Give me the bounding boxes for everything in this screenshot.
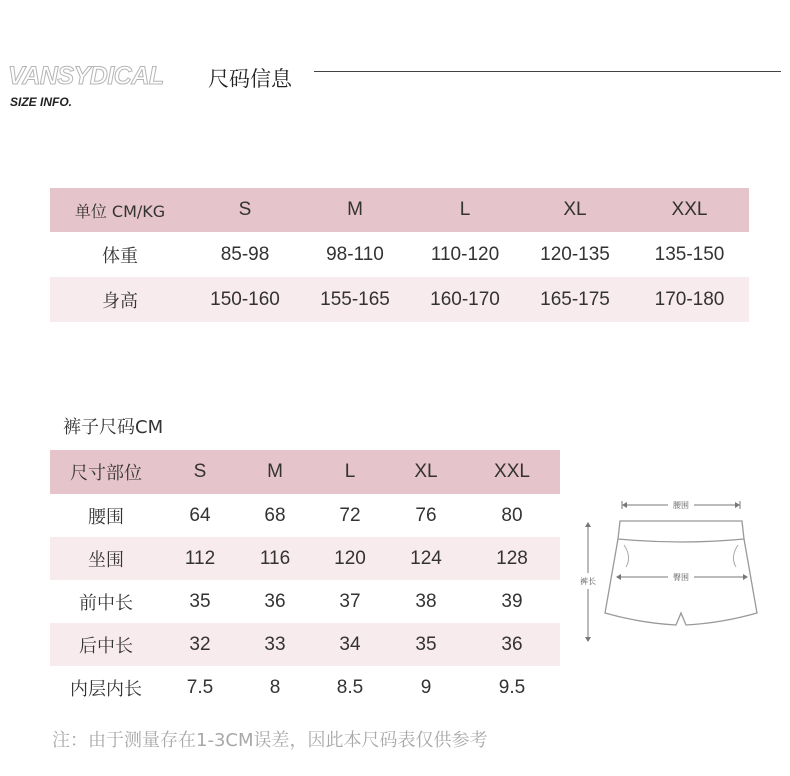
arrow-head-icon [585,522,591,527]
header-cell: M [267,461,283,482]
row-label: 腰围 [88,506,124,528]
table-row [50,666,560,709]
pants-size-table [50,450,560,709]
table-cell: 72 [339,504,361,526]
row-label: 内层内长 [70,678,142,700]
header-cell: XL [563,199,587,220]
table-row [50,494,560,537]
arrow-head-icon [735,502,740,508]
table-cell: 155-165 [320,288,390,310]
table-cell: 128 [496,547,528,569]
table-cell: 110-120 [430,243,500,265]
page-header [8,60,783,110]
table-cell: 170-180 [654,288,725,310]
shorts-diagram [570,495,780,655]
shorts-waistband [618,521,744,542]
table-cell: 165-175 [540,288,610,310]
header-cell: XXL [494,461,530,482]
header-cell: XL [414,461,438,482]
table-cell: 120 [334,547,366,569]
row-label: 前中长 [79,592,133,614]
table-cell: 150-160 [210,288,280,310]
table-cell: 64 [189,504,211,526]
table-cell: 8.5 [336,676,364,698]
header-cell: S [193,461,207,482]
brand-logo: VANSYDICAL [8,62,164,90]
row-label: 坐围 [88,549,124,571]
table-cell: 80 [501,504,523,526]
table-cell: 8 [269,676,281,698]
table-header-row [50,188,749,232]
table-cell: 7.5 [186,676,214,698]
title-divider [314,71,781,72]
table-cell: 35 [189,590,211,612]
length-label: 裤长 [580,577,596,586]
arrow-head-icon [585,637,591,642]
table-cell: 36 [501,633,523,655]
right-pocket [733,545,738,567]
table-cell: 85-98 [220,243,270,265]
header-cell: XXL [671,199,708,220]
table-cell: 9 [420,676,432,698]
arrow-head-icon [743,574,748,580]
header-cell: S [238,199,252,220]
body-size-table [50,188,749,322]
row-label: 后中长 [79,635,133,657]
table-cell: 76 [415,504,437,526]
table-row [50,277,749,322]
row-label: 体重 [102,245,138,267]
table-row [50,537,560,580]
table-cell: 37 [339,590,361,612]
header-cell: L [459,199,471,220]
left-pocket [624,545,629,567]
table-cell: 98-110 [326,243,384,265]
row-label: 身高 [102,290,138,312]
page-subtitle: SIZE INFO. [10,95,73,109]
table-cell: 160-170 [430,288,500,310]
table-cell: 35 [415,633,437,655]
table-cell: 120-135 [540,243,610,265]
page-title: 尺码信息 [208,67,292,91]
table-cell: 38 [415,590,437,612]
table-cell: 9.5 [498,676,526,698]
table-cell: 36 [264,590,286,612]
table-row [50,580,560,623]
header-cell: 单位 CM/KG [74,201,166,221]
table-cell: 135-150 [654,243,725,265]
arrow-head-icon [616,574,621,580]
table-cell: 33 [264,633,286,655]
table-cell: 39 [501,590,523,612]
header-cell: 尺寸部位 [70,463,142,484]
table-row [50,623,560,666]
pants-table-title: 裤子尺码CM [63,417,164,438]
table-cell: 32 [189,633,211,655]
disclaimer-note: 注：由于测量存在1-3CM误差，因此本尺码表仅供参考 [52,730,488,751]
table-cell: 34 [339,633,361,655]
table-cell: 112 [184,547,216,569]
table-cell: 124 [410,547,442,569]
arrow-head-icon [622,502,627,508]
table-header-row [50,450,560,494]
table-cell: 116 [259,547,291,569]
table-row [50,232,749,277]
hip-label: 臀围 [673,573,689,582]
header-cell: L [344,461,356,482]
waist-label: 腰围 [673,501,689,510]
table-cell: 68 [264,504,286,526]
header-cell: M [347,199,363,220]
